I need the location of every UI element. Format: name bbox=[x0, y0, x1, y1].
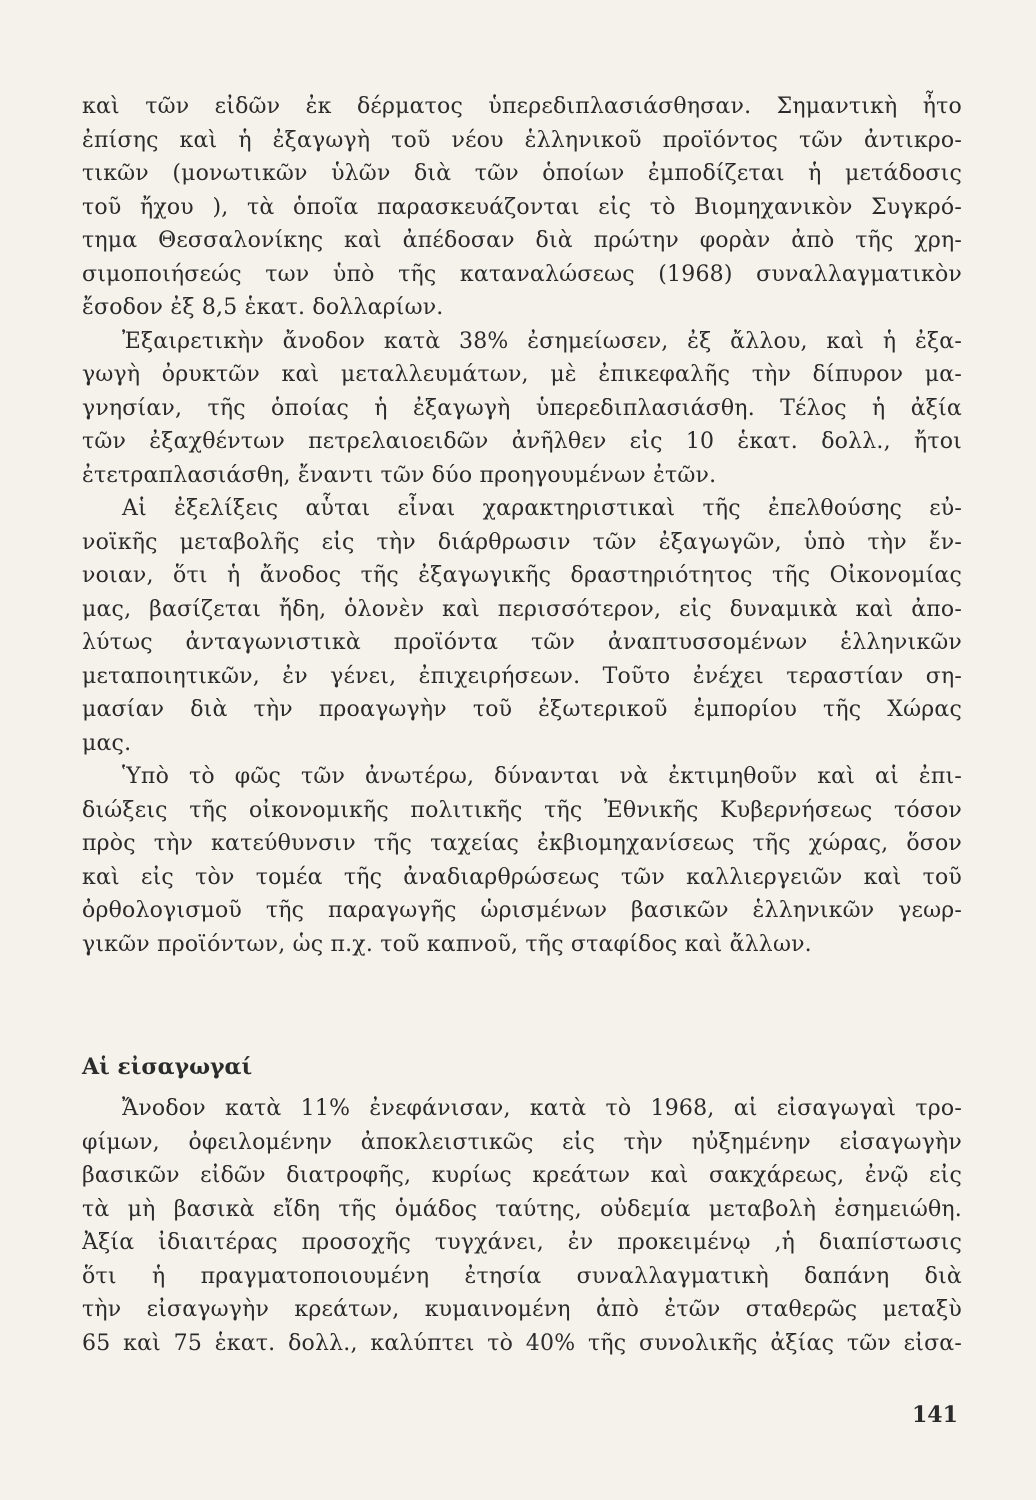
body-text-block-2 bbox=[82, 1092, 962, 1360]
text-line: Ἄνοδον κατὰ 11% ἐνεφάνισαν, κατὰ τὸ 1968, αἱ εἰσαγωγαὶ τρο- bbox=[122, 1096, 962, 1121]
text-line: Αἱ ἐξελίξεις αὗται εἶναι χαρακτηριστικαὶ τῆς ἐπελθούσης εὐ- bbox=[122, 496, 962, 521]
text-line: μασίαν διὰ τὴν προαγωγὴν τοῦ ἐξωτερικοῦ ἐμπορίου τῆς Χώρας bbox=[82, 697, 962, 722]
text-line: μας, βασίζεται ἤδη, ὁλονὲν καὶ περισσότερον, εἰς δυναμικὰ καὶ ἀπο- bbox=[82, 596, 962, 622]
text-line: σιμοποιήσεώς των ὑπὸ τῆς καταναλώσεως (1968) συναλλαγματικὸν bbox=[82, 261, 962, 287]
text-line: ἔσοδον ἐξ 8,5 ἑκατ. δολλαρίων. bbox=[82, 295, 444, 320]
text-line: Ἀξία ἰδιαιτέρας προσοχῆς τυγχάνει, ἐν προκειμένῳ ,ἡ διαπίστωσις bbox=[82, 1230, 962, 1255]
text-line: μεταποιητικῶν, ἐν γένει, ἐπιχειρήσεων. Τοῦτο ἐνέχει τεραστίαν ση- bbox=[82, 663, 962, 689]
text-line: τὴν εἰσαγωγὴν κρεάτων, κυμαινομένη ἀπὸ ἐτῶν σταθερῶς μεταξὺ bbox=[82, 1297, 962, 1322]
body-text-block bbox=[82, 90, 962, 961]
text-line: γνησίαν, τῆς ὁποίας ἡ ἐξαγωγὴ ὑπερεδιπλασιάσθη. Τέλος ἡ ἀξία bbox=[82, 395, 962, 421]
text-line: λύτως ἀνταγωνιστικὰ προϊόντα τῶν ἀναπτυσσομένων ἑλληνικῶν bbox=[82, 630, 962, 655]
text-line: τὰ μὴ βασικὰ εἴδη τῆς ὁμάδος ταύτης, οὐδεμία μεταβολὴ ἐσημειώθη. bbox=[82, 1196, 962, 1222]
text-line: μας. bbox=[82, 730, 132, 756]
text-line: ὀρθολογισμοῦ τῆς παραγωγῆς ὡρισμένων βασικῶν ἑλληνικῶν γεωρ- bbox=[82, 898, 962, 923]
text-line: γωγὴ ὀρυκτῶν καὶ μεταλλευμάτων, μὲ ἐπικεφαλῆς τὴν δίπυρον μα- bbox=[82, 362, 962, 387]
text-line: τοῦ ἤχου ), τὰ ὁποῖα παρασκευάζονται εἰς τὸ Βιομηχανικὸν Συγκρό- bbox=[82, 194, 962, 220]
text-line: βασικῶν εἰδῶν διατροφῆς, κυρίως κρεάτων καὶ σακχάρεως, ἐνῷ εἰς bbox=[82, 1163, 962, 1188]
text-line: νοιαν, ὅτι ἡ ἄνοδος τῆς ἐξαγωγικῆς δραστηριότητος τῆς Οἰκονομίας bbox=[82, 563, 962, 588]
text-line: τικῶν (μονωτικῶν ὑλῶν διὰ τῶν ὁποίων ἐμποδίζεται ἡ μετάδοσις bbox=[82, 161, 962, 186]
text-line: πρὸς τὴν κατεύθυνσιν τῆς ταχείας ἐκβιομηχανίσεως τῆς χώρας, ὅσον bbox=[82, 831, 962, 856]
text-line: καὶ εἰς τὸν τομέα τῆς ἀναδιαρθρώσεως τῶν καλλιεργειῶν καὶ τοῦ bbox=[82, 864, 962, 890]
text-line: διώξεις τῆς οἰκονομικῆς πολιτικῆς τῆς Ἐθνικῆς Κυβερνήσεως τόσον bbox=[82, 797, 962, 823]
text-line: ὅτι ἡ πραγματοποιουμένη ἐτησία συναλλαγματικὴ δαπάνη διὰ bbox=[82, 1263, 962, 1289]
text-line: Ἐξαιρετικὴν ἄνοδον κατὰ 38% ἐσημείωσεν, ἐξ ἄλλου, καὶ ἡ ἐξα- bbox=[122, 328, 962, 354]
text-line: 65 καὶ 75 ἑκατ. δολλ., καλύπτει τὸ 40% τῆς συνολικῆς ἀξίας τῶν εἰσα- bbox=[82, 1330, 962, 1356]
text-line: νοϊκῆς μεταβολῆς εἰς τὴν διάρθρωσιν τῶν ἐξαγωγῶν, ὑπὸ τὴν ἔν- bbox=[82, 529, 962, 555]
text-line: ἐπίσης καὶ ἡ ἐξαγωγὴ τοῦ νέου ἑλληνικοῦ προϊόντος τῶν ἀντικρο- bbox=[82, 127, 962, 153]
text-line: φίμων, ὀφειλομένην ἀποκλειστικῶς εἰς τὴν ηὐξημένην εἰσαγωγὴν bbox=[82, 1129, 962, 1155]
page-number: 141 bbox=[912, 1402, 958, 1428]
text-line: τῶν ἐξαχθέντων πετρελαιοειδῶν ἀνῆλθεν εἰς 10 ἑκατ. δολλ., ἤτοι bbox=[82, 429, 962, 454]
text-line: τημα Θεσσαλονίκης καὶ ἀπέδοσαν διὰ πρώτην φορὰν ἀπὸ τῆς χρη- bbox=[82, 228, 962, 253]
text-line: Ὑπὸ τὸ φῶς τῶν ἀνωτέρω, δύνανται νὰ ἐκτιμηθοῦν καὶ αἱ ἐπι- bbox=[122, 764, 962, 789]
text-line: γικῶν προϊόντων, ὡς π.χ. τοῦ καπνοῦ, τῆς σταφίδος καὶ ἄλλων. bbox=[82, 931, 812, 957]
section-heading: Αἱ εἰσαγωγαί bbox=[82, 1054, 253, 1080]
text-line: καὶ τῶν εἰδῶν ἐκ δέρματος ὑπερεδιπλασιάσθησαν. Σημαντικὴ ἦτο bbox=[82, 94, 962, 119]
text-line: ἐτετραπλασιάσθη, ἔναντι τῶν δύο προηγουμένων ἐτῶν. bbox=[82, 462, 717, 488]
